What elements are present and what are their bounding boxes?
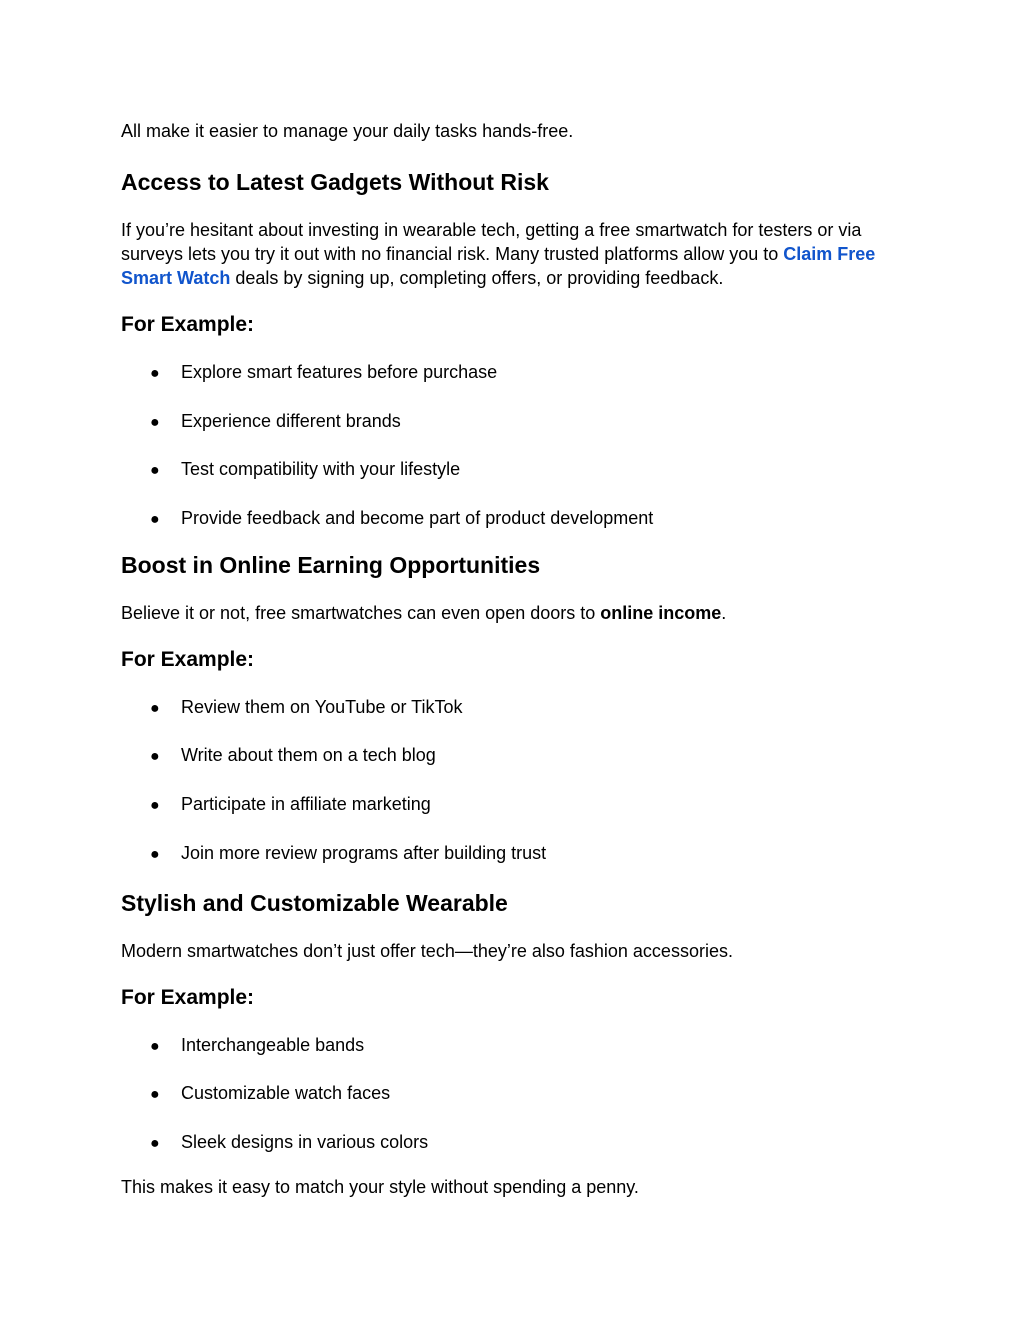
list-item-text: Test compatibility with your lifestyle [181, 459, 461, 479]
paragraph-text: deals by signing up, completing offers, or providing feedback. [230, 268, 724, 288]
list-item-text: Explore smart features before purchase [181, 362, 498, 382]
section-heading-online-earning: Boost in Online Earning Opportunities [121, 552, 541, 578]
bullet-icon: ● [150, 1038, 160, 1055]
section-paragraph-access-gadgets [121, 218, 901, 290]
list-item [150, 1033, 364, 1059]
claim-free-smart-watch-link[interactable]: Claim Free Smart Watch [121, 244, 876, 288]
bullet-icon: ● [150, 700, 160, 717]
list-item [150, 1081, 390, 1107]
subheading-for-example: For Example: [121, 648, 255, 671]
list-item-text: Sleek designs in various colors [181, 1132, 429, 1152]
bullet-icon: ● [150, 511, 160, 528]
list-item [150, 743, 436, 769]
list-item [150, 841, 546, 867]
list-item-text: Customizable watch faces [181, 1083, 391, 1103]
bullet-icon: ● [150, 462, 160, 479]
bullet-icon: ● [150, 414, 160, 431]
closing-paragraph: This makes it easy to match your style without spending a penny. [121, 1177, 639, 1197]
section-heading-stylish-wearable: Stylish and Customizable Wearable [121, 890, 508, 916]
list-item [150, 506, 653, 532]
bullet-icon: ● [150, 1086, 160, 1103]
list-item-text: Experience different brands [181, 411, 401, 431]
section-paragraph-online-earning [121, 601, 901, 625]
list-item [150, 360, 497, 386]
list-item [150, 457, 460, 483]
paragraph-text: Believe it or not, free smartwatches can even open doors to [121, 603, 601, 623]
list-item [150, 409, 401, 435]
section-paragraph-stylish-wearable: Modern smartwatches don’t just offer tech—they’re also fashion accessories. [121, 941, 733, 961]
list-item-text: Join more review programs after building trust [181, 843, 547, 863]
bullet-icon: ● [150, 797, 160, 814]
bold-text: online income [600, 603, 722, 623]
list-item-text: Participate in affiliate marketing [181, 794, 431, 814]
list-item [150, 792, 431, 818]
section-heading-access-gadgets: Access to Latest Gadgets Without Risk [121, 169, 549, 195]
list-item-text: Provide feedback and become part of product development [181, 508, 654, 528]
list-item-text: Interchangeable bands [181, 1035, 365, 1055]
bullet-icon: ● [150, 846, 160, 863]
paragraph-text: If you’re hesitant about investing in wearable tech, getting a free smartwatch for testers or via surveys lets you try it out with no financial risk. Many trusted platforms allow you to [121, 220, 862, 264]
subheading-for-example: For Example: [121, 313, 255, 336]
list-item-text: Write about them on a tech blog [181, 745, 436, 765]
paragraph-text: . [721, 603, 727, 623]
list-item [150, 1130, 428, 1156]
bullet-icon: ● [150, 365, 160, 382]
list-item-text: Review them on YouTube or TikTok [181, 697, 463, 717]
list-item [150, 695, 463, 721]
intro-paragraph: All make it easier to manage your daily tasks hands-free. [121, 121, 574, 141]
subheading-for-example: For Example: [121, 986, 255, 1009]
bullet-icon: ● [150, 748, 160, 765]
bullet-icon: ● [150, 1135, 160, 1152]
